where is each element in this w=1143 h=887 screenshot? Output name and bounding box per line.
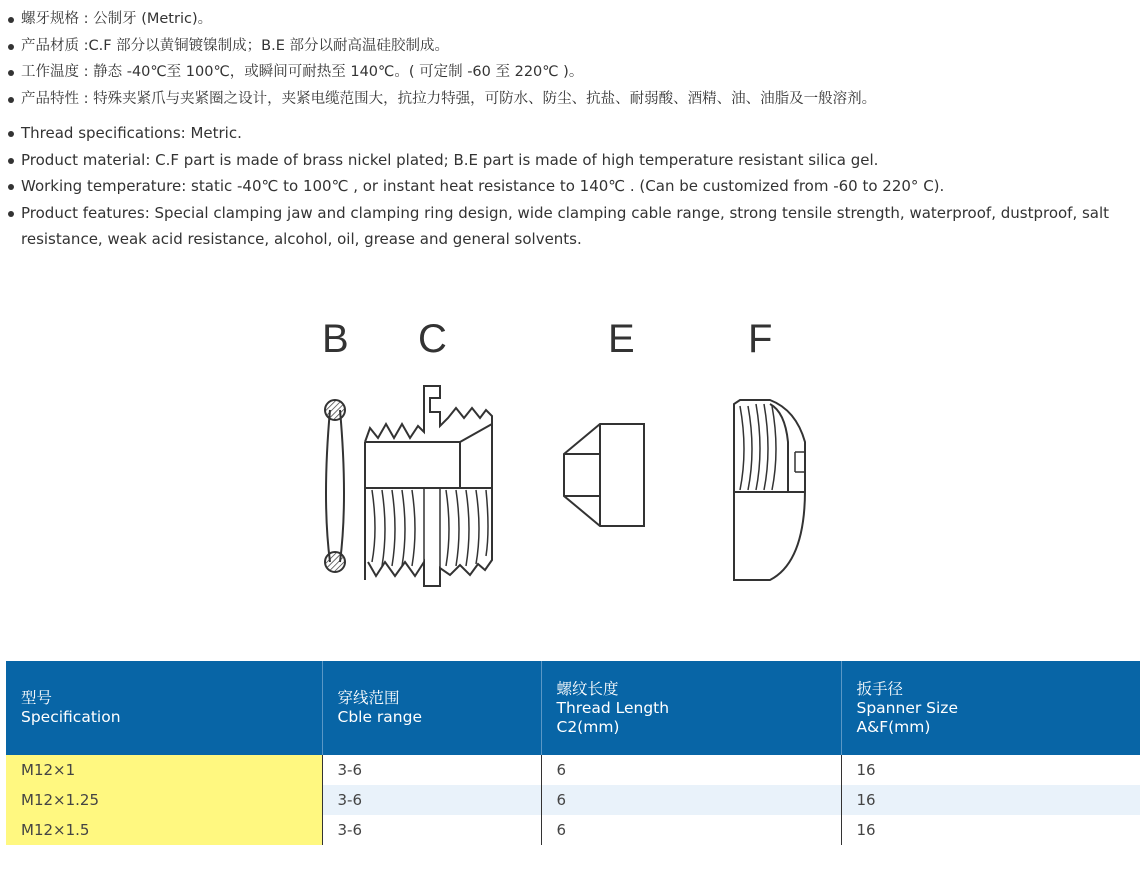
- cable-gland-parts-diagram: [300, 300, 840, 600]
- spec-table-header: [6, 661, 1140, 755]
- cell-spanner-size: 16: [856, 821, 876, 839]
- part-f-cap-nut: [734, 400, 805, 580]
- part-c-body: [365, 386, 492, 586]
- cell-cable-range: 3-6: [322, 755, 541, 785]
- feature-en-thread: Thread specifications: Metric.: [6, 120, 1141, 147]
- table-row: [6, 755, 1140, 785]
- cell-spanner-size: 16: [856, 761, 876, 779]
- label-part-c: C: [418, 317, 447, 361]
- feature-en-properties: Product features: Special clamping jaw and clamping ring design, wide clamping cable range, strong tensile strength, waterproof, dustproof, salt resistance, weak acid resistance, alcohol, oil, grease and general solvents.: [6, 200, 1141, 253]
- feature-cn-temperature: 工作温度 : 静态 -40℃至 100℃，或瞬间可耐热至 140℃。( 可定制 -60 至 220℃ )。: [6, 59, 1141, 86]
- feature-cn-material: 产品材质 :C.F 部分以黄铜镀镍制成；B.E 部分以耐高温硅胶制成。: [6, 33, 1141, 60]
- header-spanner-size: 扳手径 Spanner Size A&F(mm): [841, 661, 1140, 755]
- feature-cn-thread: 螺牙规格 : 公制牙 (Metric)。: [6, 6, 1141, 33]
- spec-table: [6, 661, 1140, 845]
- header-thread-length: 螺纹长度 Thread Length C2(mm): [541, 661, 841, 755]
- header-cable-range: 穿线范围 Cble range: [322, 661, 541, 755]
- label-part-e: E: [608, 317, 635, 361]
- cell-thread-length: 6: [541, 815, 841, 845]
- feature-cn-properties: 产品特性 : 特殊夹紧爪与夹紧圈之设计，夹紧电缆范围大，抗拉力特强，可防水、防尘、抗盐、耐弱酸、酒精、油、油脂及一般溶剂。: [6, 86, 1141, 113]
- header-specification: 型号 Specification: [6, 661, 322, 755]
- feature-en-temperature: Working temperature: static -40℃ to 100℃ , or instant heat resistance to 140℃ . (Can be customized from -60 to 220° C).: [6, 173, 1141, 200]
- cell-model: M12×1.5: [6, 815, 322, 845]
- table-row: [6, 785, 1140, 815]
- cell-spanner-size: 16: [841, 785, 1140, 815]
- label-part-f: F: [748, 317, 773, 361]
- feature-list-en: [6, 120, 1141, 253]
- cell-cable-range: 3-6: [322, 815, 541, 845]
- cell-model: M12×1.25: [6, 785, 322, 815]
- part-e-seal-insert: [564, 424, 644, 526]
- part-b-seal-ring: [325, 400, 345, 572]
- label-part-b: B: [322, 317, 349, 361]
- feature-en-material: Product material: C.F part is made of brass nickel plated; B.E part is made of high temperature resistant silica gel.: [6, 147, 1141, 174]
- cell-model: M12×1: [6, 755, 322, 785]
- table-row: [6, 815, 1140, 845]
- feature-list: [6, 6, 1141, 253]
- cell-thread-length: 6: [541, 785, 841, 815]
- feature-list-cn: [6, 6, 1141, 112]
- cell-thread-length: 6: [541, 755, 841, 785]
- cell-cable-range: 3-6: [322, 785, 541, 815]
